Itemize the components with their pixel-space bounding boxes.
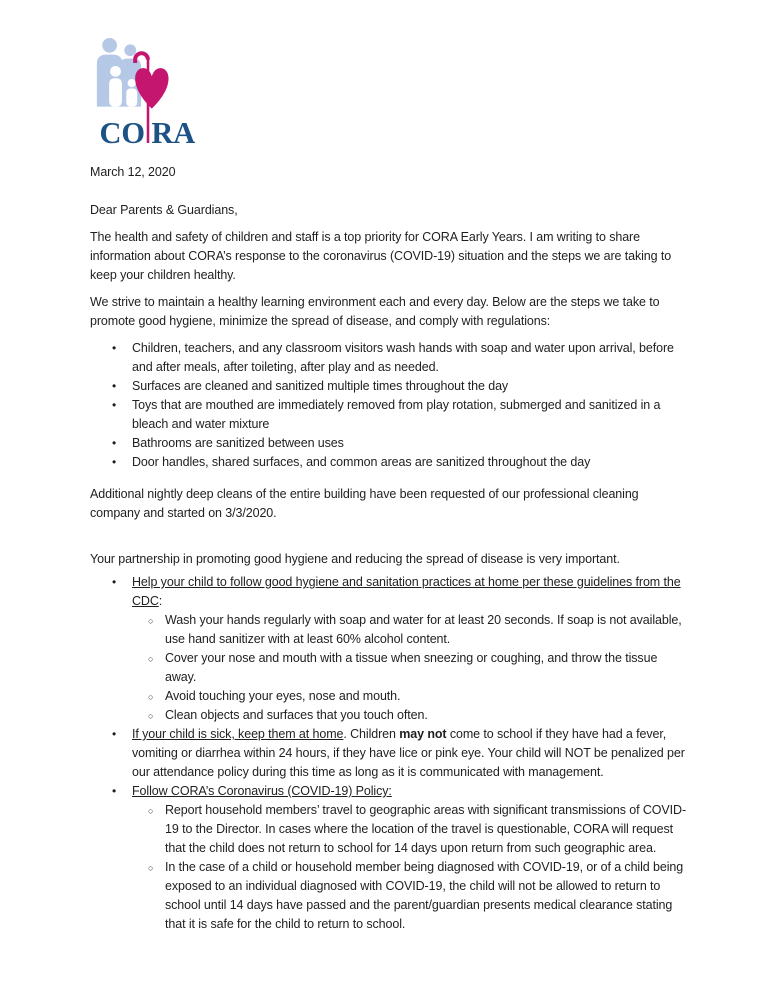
bullet-text: Report household members’ travel to geographic areas with significant transmissions of COVID-19 to the Director. In cases where the location of the travel is questionable, CORA will request that the child does not return to school for 14 days upon return from such geographic area. bbox=[165, 803, 687, 855]
family-silhouette-icon bbox=[97, 38, 141, 107]
bullet-text: Help your child to follow good hygiene and sanitation practices at home per these guidelines from the CDC: bbox=[132, 575, 681, 608]
bullet-item bbox=[90, 801, 690, 858]
letter-date: March 12, 2020 bbox=[90, 165, 176, 179]
paragraph-deep-clean: Additional nightly deep cleans of the entire building have been requested of our professional cleaning company and started on 3/3/2020. bbox=[90, 487, 639, 520]
bullet-text: Wash your hands regularly with soap and water for at least 20 seconds. If soap is not available, use hand sanitizer with at least 60% alcohol content. bbox=[165, 613, 682, 646]
circle-bullet-icon: ○ bbox=[148, 711, 154, 721]
bullet-text: Follow CORA’s Coronavirus (COVID-19) Policy: bbox=[132, 784, 392, 798]
bullet-item bbox=[90, 339, 690, 377]
bullet-text: Cover your nose and mouth with a tissue when sneezing or coughing, and throw the tissue away. bbox=[165, 651, 658, 684]
logo-wordmark-right: RA bbox=[151, 116, 196, 150]
bullet-text: In the case of a child or household member being diagnosed with COVID-19, or of a child being exposed to an individual diagnosed with COVID-19, the child will not be allowed to return to school until 14 days have passed and the parent/guardian presents medical clearance stating that it is safe for the child to return to school. bbox=[165, 860, 684, 931]
cora-logo bbox=[90, 33, 196, 150]
bullet-item bbox=[90, 396, 690, 434]
disc-bullet-icon: • bbox=[112, 784, 117, 798]
circle-bullet-icon: ○ bbox=[148, 616, 154, 626]
hygiene-bullet-list bbox=[90, 339, 690, 472]
disc-bullet-icon: • bbox=[112, 341, 117, 355]
bullet-item bbox=[90, 782, 690, 801]
policy-bullet-list bbox=[90, 573, 690, 934]
bullet-item bbox=[90, 377, 690, 396]
paragraph-partnership: Your partnership in promoting good hygiene and reducing the spread of disease is very important. bbox=[90, 552, 620, 566]
logo-wordmark-left: CO bbox=[99, 116, 145, 150]
bullet-item bbox=[90, 649, 690, 687]
bullet-item bbox=[90, 725, 690, 782]
bullet-item bbox=[90, 453, 690, 472]
disc-bullet-icon: • bbox=[112, 727, 117, 741]
bullet-text: Avoid touching your eyes, nose and mouth. bbox=[165, 689, 401, 703]
circle-bullet-icon: ○ bbox=[148, 654, 154, 664]
paragraph-intro: The health and safety of children and staff is a top priority for CORA Early Years. I am writing to share information about CORA’s response to the coronavirus (COVID-19) situation and the steps we are taking to keep your children healthy. bbox=[90, 230, 672, 282]
salutation: Dear Parents & Guardians, bbox=[90, 203, 238, 217]
disc-bullet-icon: • bbox=[112, 398, 117, 412]
bullet-text: Children, teachers, and any classroom visitors wash hands with soap and water upon arrival, before and after meals, after toileting, after play and as needed. bbox=[132, 341, 674, 374]
bullet-text: Bathrooms are sanitized between uses bbox=[132, 436, 344, 450]
bullet-item bbox=[90, 687, 690, 706]
disc-bullet-icon: • bbox=[112, 436, 117, 450]
bullet-text: Surfaces are cleaned and sanitized multiple times throughout the day bbox=[132, 379, 509, 393]
disc-bullet-icon: • bbox=[112, 575, 117, 589]
bullet-item bbox=[90, 434, 690, 453]
bullet-item bbox=[90, 706, 690, 725]
bullet-item bbox=[90, 573, 690, 611]
bullet-text: Toys that are mouthed are immediately removed from play rotation, submerged and sanitized in a bleach and water mixture bbox=[132, 398, 661, 431]
paragraph-steps-intro: We strive to maintain a healthy learning environment each and every day. Below are the steps we take to promote good hygiene, minimize the spread of disease, and comply with regulations: bbox=[90, 295, 660, 328]
bullet-text: Door handles, shared surfaces, and common areas are sanitized throughout the day bbox=[132, 455, 591, 469]
disc-bullet-icon: • bbox=[112, 379, 117, 393]
circle-bullet-icon: ○ bbox=[148, 692, 154, 702]
bullet-text: Clean objects and surfaces that you touch often. bbox=[165, 708, 428, 722]
bullet-item bbox=[90, 858, 690, 934]
bullet-item bbox=[90, 611, 690, 649]
circle-bullet-icon: ○ bbox=[148, 863, 154, 873]
bullet-text: If your child is sick, keep them at home. Children may not come to school if they have had a fever, vomiting or diarrhea within 24 hours, if they have lice or pink eye. Your child will NOT be penalized per our attendance policy during this time as long as it is communicated with management. bbox=[132, 727, 685, 779]
disc-bullet-icon: • bbox=[112, 455, 117, 469]
circle-bullet-icon: ○ bbox=[148, 806, 154, 816]
